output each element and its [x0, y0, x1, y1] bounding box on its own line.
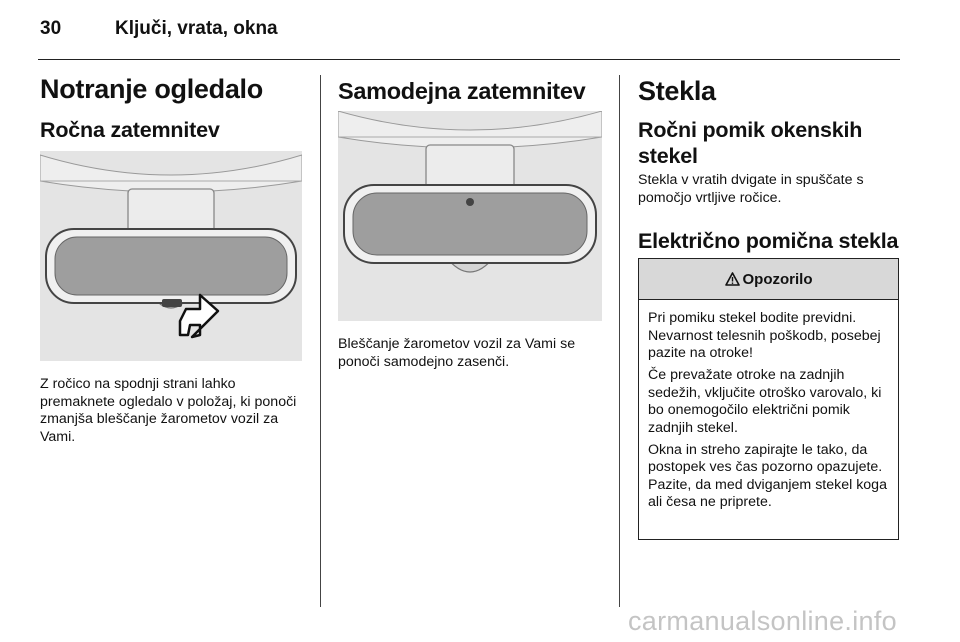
warning-body	[639, 300, 898, 512]
manual-dimming-text: Z ročico na spodnji strani lahko premaknete ogledalo v položaj, ki ponoči zmanjša bleščanje žarometov vozil za Vami.	[40, 376, 297, 445]
chapter-title: Ključi, vrata, okna	[115, 18, 278, 39]
warning-header	[639, 259, 898, 300]
warning-paragraph: Če prevažate otroke na zadnjih sedežih, vključite otroško varovalo, ki bo onemogočilo električni pomik zadnjih stekel.	[648, 367, 882, 436]
warning-paragraph: Okna in streho zapirajte le tako, da postopek ves čas pozorno opazujete. Pazite, da med dviganjem stekel koga ali česa ne priprete.	[648, 441, 887, 510]
auto-mirror-illustration	[338, 111, 602, 321]
section-title-auto-dimming: Samodejna zatemnitev	[338, 78, 586, 104]
subsection-title-manual-dimming: Ročna zatemnitev	[40, 118, 220, 142]
section-title-mirror: Notranje ogledalo	[40, 74, 263, 104]
column-divider-2	[619, 75, 620, 607]
warning-box	[638, 258, 899, 540]
subsection-title-power-windows: Električno pomična stekla	[638, 229, 899, 253]
page-number: 30	[40, 18, 62, 39]
warning-title: Opozorilo	[742, 270, 813, 288]
subsection-title-manual-windows: Ročni pomik okenskih stekel	[638, 118, 863, 168]
manual-windows-text: Stekla v vratih dvigate in spuščate s pomočjo vrtljive ročice.	[638, 172, 864, 206]
warning-triangle-icon	[725, 272, 740, 286]
auto-dimming-text: Bleščanje žarometov vozil za Vami se ponoči samodejno zasenči.	[338, 336, 576, 370]
watermark: carmanualsonline.info	[628, 606, 897, 636]
section-title-windows: Stekla	[638, 76, 716, 106]
warning-paragraph: Pri pomiku stekel bodite previdni. Nevarnost telesnih poškodb, posebej pazite na otroke!	[648, 310, 881, 361]
manual-mirror-illustration	[40, 151, 302, 361]
header-rule	[38, 59, 900, 60]
column-divider-1	[320, 75, 321, 607]
